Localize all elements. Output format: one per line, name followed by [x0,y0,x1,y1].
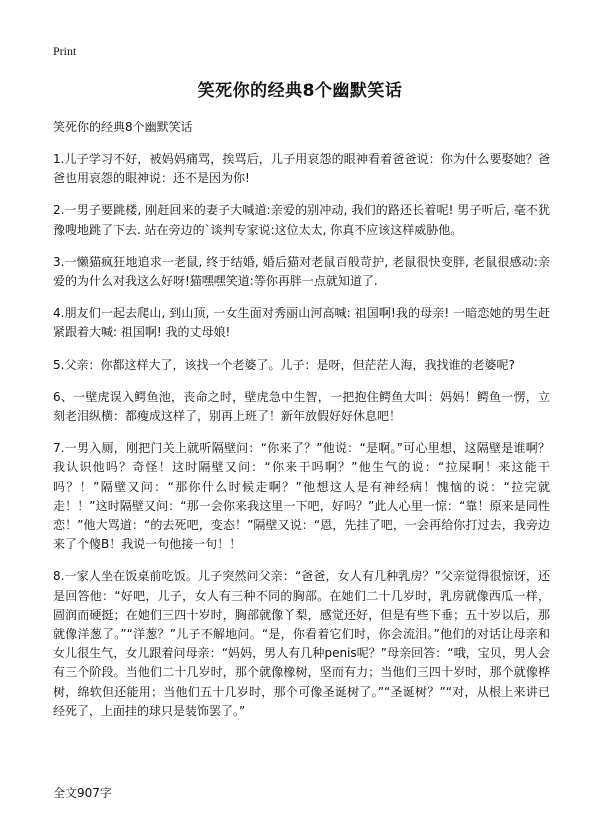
document-subtitle: 笑死你的经典8个幽默笑话 [53,120,193,134]
article-body [53,150,550,734]
joke-paragraph-4: 4.朋友们一起去爬山, 到山顶, 一女生面对秀丽山河高喊: 祖国啊!我的母亲! 一暗恋她的男生赶紧跟着大喊: 祖国啊! 我的丈母娘! [53,306,550,340]
print-link[interactable]: Print [53,44,77,58]
joke-paragraph-5: 5.父亲：你都这样大了，该找一个老婆了。儿子：是呀，但茫茫人海，我找谁的老婆呢? [53,357,515,372]
joke-paragraph-6: 6、一壁虎误入鳄鱼池，丧命之时，壁虎急中生智，一把抱住鳄鱼大叫：妈妈！鳄鱼一愣，立刻老泪纵横：都瘦成这样了，别再上班了！新年放假好好休息吧！ [53,389,550,424]
joke-paragraph-8: 8.一家人坐在饭桌前吃饭。儿子突然问父亲：“爸爸，女人有几种乳房？”父亲觉得很惊讶，还是回答他：“好吧，儿子，女人有三种不同的胸部。在她们二十几岁时，乳房就像西瓜一样，圆润而硬挺；在她们三四十岁时，胸部就像丫梨，感觉还好，但是有些下垂；五十岁以后，那就像洋葱了。”“洋葱？”儿子不解地问。“是，你看着它们时，你会流泪。”他们的对话让母亲和女儿很生气，女儿跟着问母亲：“妈妈，男人有几种penis呢？”母亲回答：“哦，宝贝，男人会有三个阶段。当他们二十几岁时，那个就像橡树，坚而有力；当他们三四十岁时，那个就像桦树，绵软但还能用；当他们五十几岁时，那个可像圣诞树了。”“圣诞树？”“对，从根上来讲已经死了，上面挂的球只是装饰罢了。” [53,569,550,718]
joke-paragraph-2: 2.一男子要跳楼, 刚赶回来的妻子大喊道:亲爱的别冲动, 我们的路还长着呢! 男子听后, 毫不犹豫嗖地跳了下去. 站在旁边的`谈判专家说:这位太太, 你真不应该这样威胁他。 [53,203,550,237]
word-count: 全文907字 [53,786,112,800]
joke-paragraph-7: 7.一男入厕，刚把门关上就听隔壁问：“你来了？”他说：“是啊。”可心里想，这隔壁是谁啊？我认识他吗？奇怪！这时隔壁又问：“你来干吗啊？”他生气的说：“拉屎啊！来这能干吗？！”隔壁又问：“那你什么时候走啊？”他想这人是有神经病！愧恼的说：“拉完就走！！”这时隔壁又问：“那一会你来我这里一下吧，好吗？”此人心里一惊：“靠！原来是同性恋！”他大骂道：“的去死吧，变态！”隔壁又说：“恩，先挂了吧，一会再给你打过去，我旁边来了个傻B！我说一句他接一句！！ [53,441,550,552]
joke-paragraph-3: 3.一懒猫疯狂地追求一老鼠, 终于结婚, 婚后猫对老鼠百般苛护, 老鼠很快变胖, 老鼠很感动:亲爱的为什么对我这么好呀!猫嘿嘿笑道:等你再胖一点就知道了. [53,254,550,289]
page-title: 笑死你的经典8个幽默笑话 [197,81,403,101]
joke-paragraph-1: 1.儿子学习不好，被妈妈痛骂，挨骂后，儿子用哀怨的眼神看着爸爸说：你为什么要娶她？爸爸也用哀怨的眼神说：还不是因为你! [53,152,550,186]
